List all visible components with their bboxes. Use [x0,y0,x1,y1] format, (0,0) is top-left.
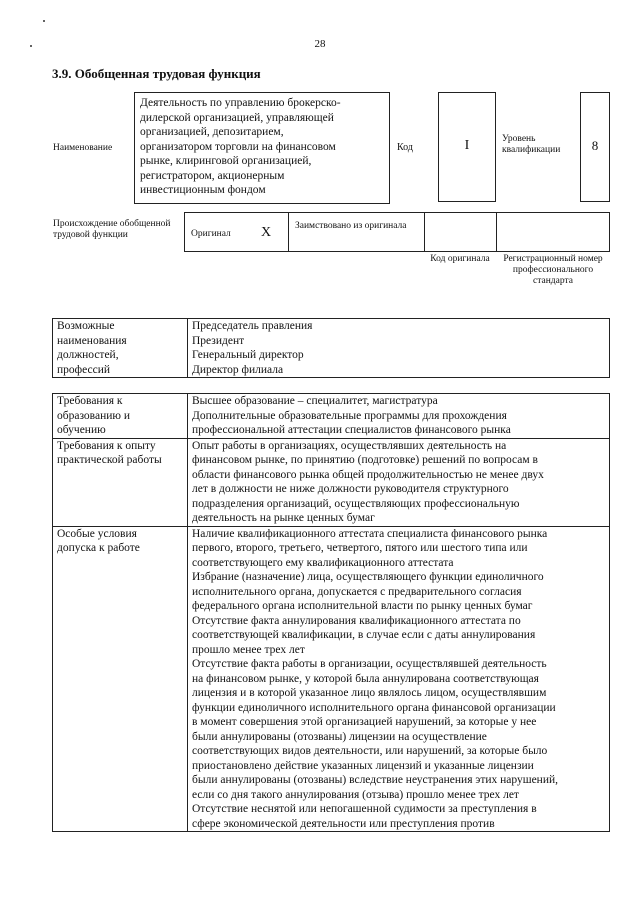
text-line: соответствующей квалификации, в случае если с даты аннулирования [192,629,536,641]
text-line: в момент совершения этой организацией нарушений, за которые у нее [192,716,537,728]
original-label: Оригинал [191,229,231,239]
reg-number-cell [497,213,609,251]
text-line: деятельность на рынке ценных бумаг [192,512,375,524]
label-line: должностей, [57,349,119,361]
scan-dot [30,45,32,47]
table-row [53,438,610,526]
text-line: Опыт работы в организациях, осуществлявших деятельность на [192,439,507,452]
label-line: Возможные [57,320,115,332]
list-item: Генеральный директор [192,349,304,361]
name-label: Наименование [53,143,113,153]
origin-label: Происхождение обобщенной трудовой функции [53,219,171,240]
label-line: допуска к работе [57,542,140,554]
name-line: регистратором, акционерным [140,169,285,182]
text-line: финансовом рынке, по принятию (подготовке) решений по вопросам в [192,454,538,466]
origin-row [184,212,610,252]
text-line: соответствующего ему квалификационного аттестата [192,556,454,569]
label-line: Особые условия [57,527,137,540]
page-number: 28 [314,38,326,50]
section-title: 3.9. Обобщенная трудовая функция [52,66,261,81]
table-row [53,394,610,439]
text-line: федерального органа исполнительной власти по рынку ценных бумаг [192,600,533,612]
text-line: лицензия и в которой указанное лицо являлось лицом, осуществлявшим [192,687,547,699]
name-line: организатором торговли на финансовом [140,140,336,153]
original-cell [185,213,289,251]
text-line: профессиональной аттестации специалистов финансового рынка [192,424,511,436]
text-line: на финансовом рынке, у которой была аннулирована соответствующая [192,672,539,685]
label-line: практической работы [57,454,162,466]
label-line: профессий [57,363,111,376]
scan-dot [43,20,45,22]
text-line: Избрание (назначение) лица, осуществляющего функции единоличного [192,571,544,583]
text-line: если со дня такого аннулирования (отзыва) прошло менее трех лет [192,788,519,801]
education-label [53,394,188,439]
admission-label [53,526,188,832]
text-line: исполнительного органа, допускается с предварительного согласия [192,585,522,598]
experience-text [188,438,610,526]
table-row [53,526,610,832]
text-line: сфере экономической деятельности или преступления против [192,817,495,830]
admission-text [188,526,610,832]
requirements-table [52,393,610,832]
text-line: Дополнительные образовательные программы для прохождения [192,409,507,422]
label-line: обучению [57,424,106,436]
name-line: Деятельность по управлению брокерско- [140,97,341,109]
list-item: Директор филиала [192,363,284,376]
text-line: первого, второго, третьего, четвертого, пятого или шестого типа или [192,542,528,554]
label-line: наименования [57,334,127,347]
text-line: лет в должности не ниже должности руководителя структурного [192,483,509,495]
text-line: соответствующих видов деятельности, или нарушений, за которые было [192,745,548,757]
text-line: приостановлено действие указанных лицензий и указанные лицензии [192,759,534,772]
name-line: рынке, клиринговой организацией, [140,155,312,167]
text-line: Отсутствие факта аннулирования квалификационного аттестата по [192,614,521,627]
borrowed-label: Заимствовано из оригинала [295,221,407,231]
borrowed-cell [289,213,425,251]
text-line: Высшее образование – специалитет, магистратура [192,395,438,407]
name-line: организацией, депозитарием, [140,126,284,138]
code-box [438,92,496,202]
name-line: инвестиционным фондом [140,184,266,196]
label-line: образованию и [57,409,130,422]
list-item: Президент [192,334,245,347]
code-original-cell [425,213,497,251]
function-name [140,96,385,198]
list-item: Председатель правления [192,320,313,332]
code-value: I [464,138,470,153]
text-line: были аннулированы (отозваны) вследствие неустранения этих нарушений, [192,774,559,786]
level-box [580,92,610,202]
label-line: Требования к опыту [57,439,156,452]
reg-number-caption: Регистрационный номер профессионального стандарта [503,254,603,286]
original-mark: X [261,225,272,240]
experience-label [53,438,188,526]
positions-table [52,318,610,378]
code-original-caption: Код оригинала [430,254,490,264]
level-value: 8 [591,138,599,153]
label-line: Требования к [57,395,123,407]
name-box [134,92,390,204]
name-line: дилерской организацией, управляющей [140,111,334,124]
education-text [188,394,610,439]
text-line: Отсутствие неснятой или непогашенной судимости за преступления в [192,803,537,815]
positions-label [53,319,188,378]
text-line: Наличие квалификационного аттестата специалиста финансового рынка [192,527,548,540]
text-line: подразделения организаций, осуществляющих профессиональную [192,497,520,510]
text-line: функции единоличного исполнительного органа финансовой организации [192,701,556,714]
code-label: Код [397,142,413,153]
table-row [53,319,610,378]
level-label: Уровень квалификации [502,134,561,155]
text-line: области финансового рынка общей продолжительностью не менее двух [192,468,544,481]
text-line: прошло менее трех лет [192,643,305,656]
positions-list [188,319,610,378]
text-line: были аннулированы (отозваны) лицензии на осуществление [192,730,487,743]
text-line: Отсутствие факта работы в организации, осуществлявшей деятельность [192,658,547,670]
